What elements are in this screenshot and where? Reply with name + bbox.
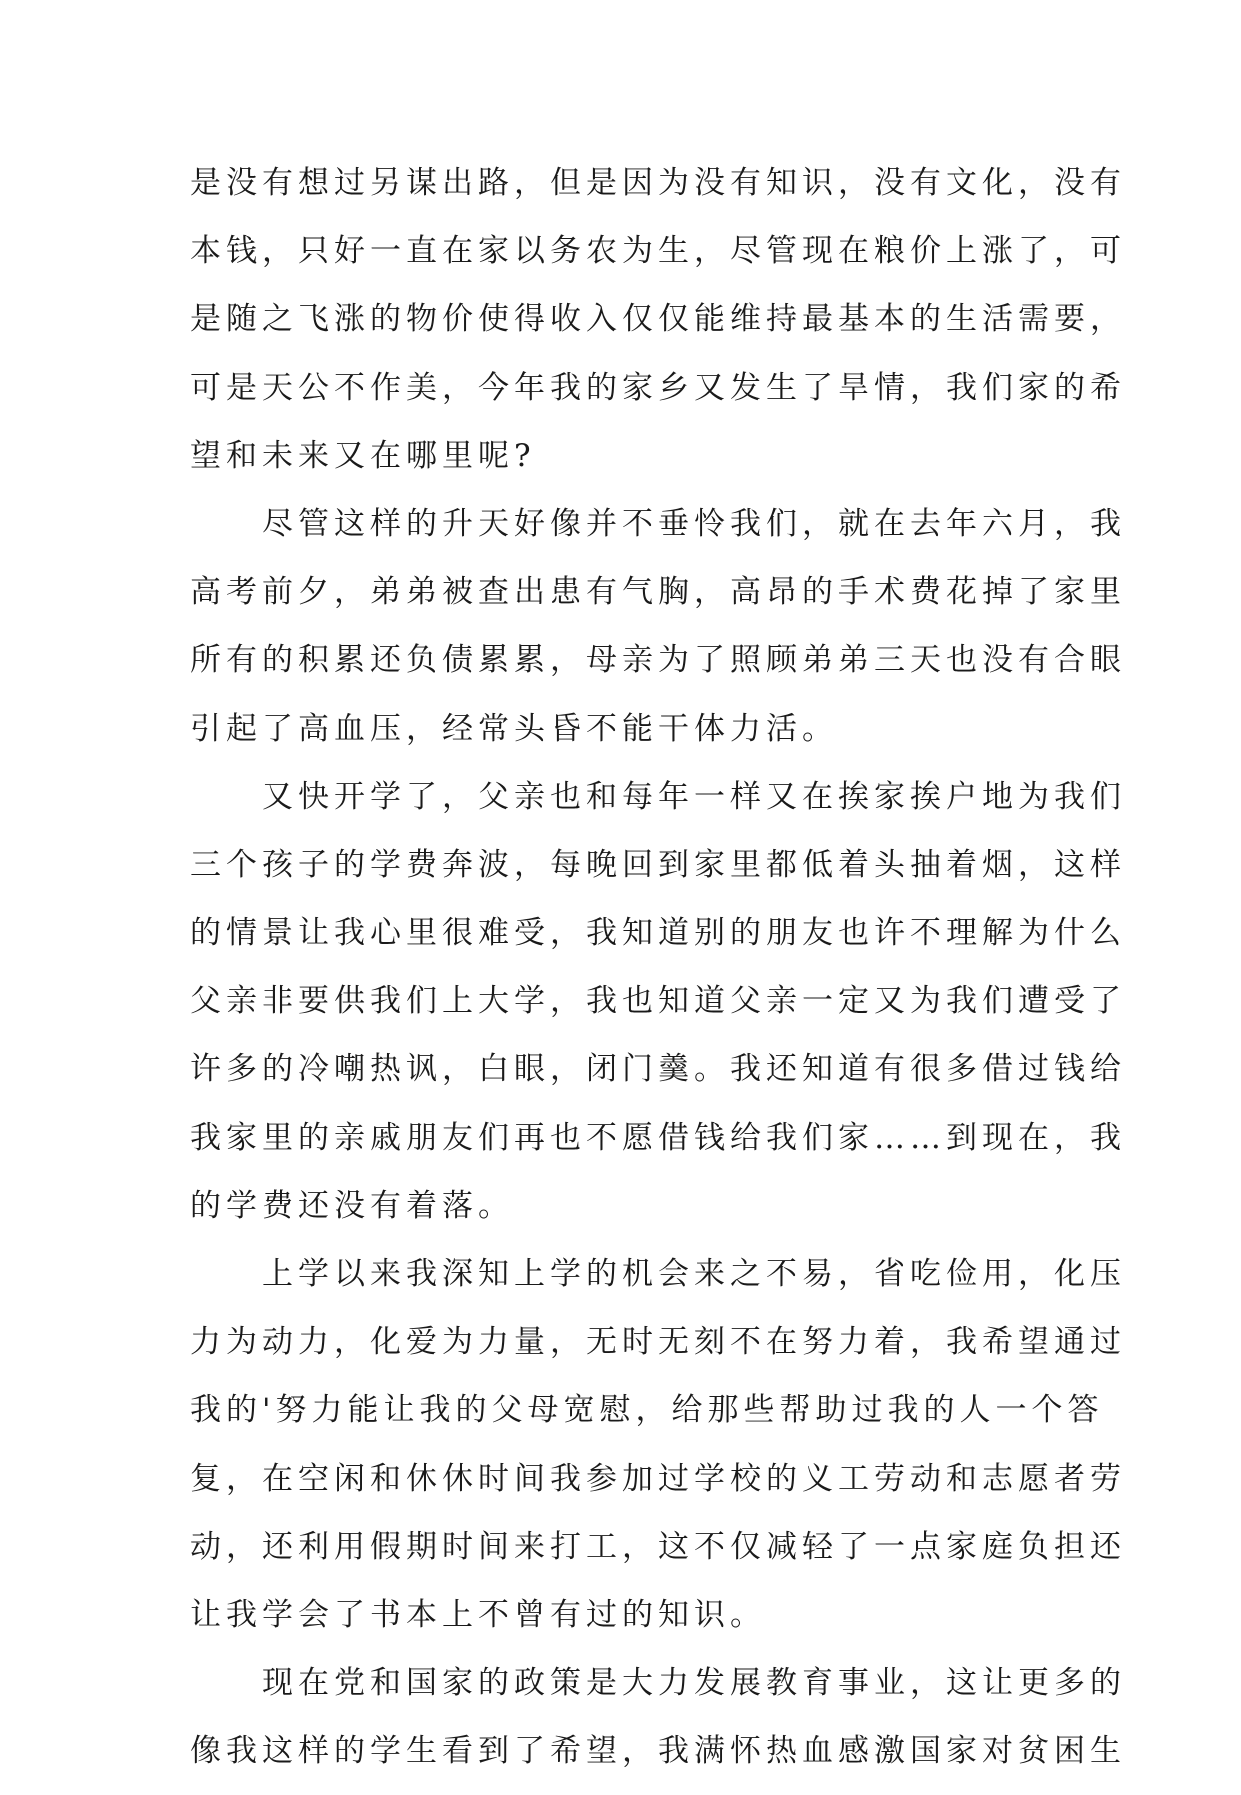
text-line: 动，还利用假期时间来打工，这不仅减轻了一点家庭负担还 [190,1528,1126,1565]
paragraph-first-line: 现在党和国家的政策是大力发展教育事业，这让更多的 [262,1665,1126,1702]
text-line: 可是天公不作美，今年我的家乡又发生了旱情，我们家的希 [190,369,1126,406]
text-line: 我的'努力能让我的父母宽慰，给那些帮助过我的人一个答 [190,1392,1104,1429]
text-line: 是没有想过另谋出路，但是因为没有知识，没有文化，没有 [190,165,1126,201]
text-line: 许多的冷嘲热讽，白眼，闭门羹。我还知道有很多借过钱给 [190,1051,1126,1088]
text-line: 是随之飞涨的物价使得收入仅仅能维持最基本的生活需要， [190,301,1126,338]
text-line: 高考前夕，弟弟被查出患有气胸，高昂的手术费花掉了家里 [190,574,1126,611]
text-line: 我家里的亲戚朋友们再也不愿借钱给我们家……到现在，我 [190,1119,1126,1156]
text-line: 的学费还没有着落。 [190,1187,514,1224]
text-line: 力为动力，化爱为力量，无时无刻不在努力着，我希望通过 [190,1324,1126,1361]
text-line: 引起了高血压，经常头昏不能干体力活。 [190,710,838,747]
body-text [190,158,1126,1795]
text-line: 让我学会了书本上不曾有过的知识。 [190,1596,766,1633]
text-line: 父亲非要供我们上大学，我也知道父亲一定又为我们遭受了 [190,983,1126,1020]
text-line: 像我这样的学生看到了希望，我满怀热血感激国家对贫困生 [190,1733,1126,1770]
paragraph-first-line: 尽管这样的升天好像并不垂怜我们，就在去年六月，我 [262,505,1126,542]
text-line: 复，在空闲和休休时间我参加过学校的义工劳动和志愿者劳 [190,1460,1126,1497]
paragraph-first-line: 又快开学了，父亲也和每年一样又在挨家挨户地为我们 [262,778,1126,815]
paragraph-first-line: 上学以来我深知上学的机会来之不易，省吃俭用，化压 [262,1256,1126,1292]
text-line: 的情景让我心里很难受，我知道别的朋友也许不理解为什么 [190,915,1126,952]
text-line: 望和未来又在哪里呢? [190,437,536,474]
text-line: 三个孩子的学费奔波，每晚回到家里都低着头抽着烟，这样 [190,846,1126,883]
text-line: 本钱，只好一直在家以务农为生，尽管现在粮价上涨了，可 [190,233,1126,270]
text-line: 所有的积累还负债累累，母亲为了照顾弟弟三天也没有合眼 [190,642,1126,679]
